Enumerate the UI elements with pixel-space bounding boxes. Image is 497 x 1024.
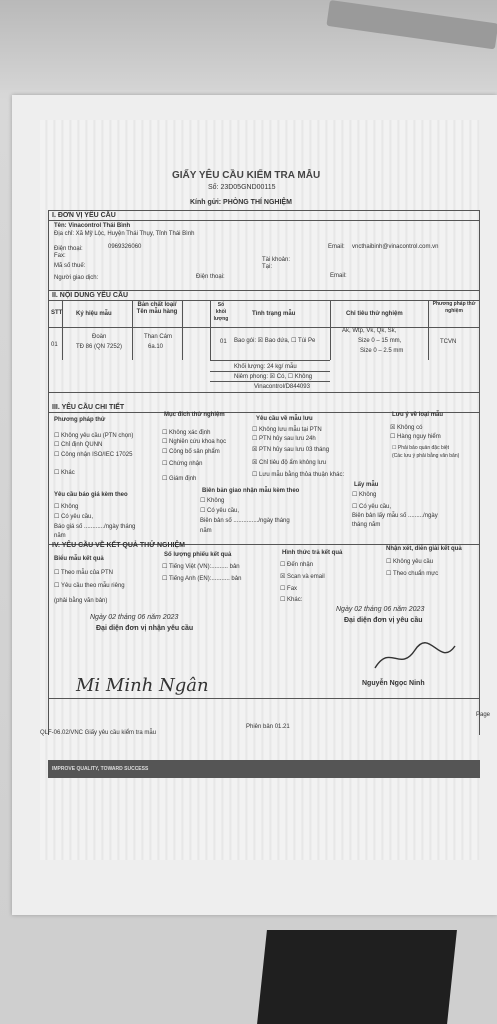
sampling-opt-1[interactable]: ☐ Không bbox=[352, 492, 377, 498]
receipt-opt-1[interactable]: ☐ Không bbox=[200, 498, 225, 504]
left-signature: Mi Minh Ngân bbox=[76, 675, 209, 696]
form-title: Biểu mẫu kết quả bbox=[54, 556, 104, 562]
left-date: Ngày 02 tháng 06 năm 2023 bbox=[90, 614, 179, 621]
storage-opt-2[interactable]: ☐ PTN hủy sau lưu 24h bbox=[252, 436, 316, 442]
phone-label: Điện thoại: bbox=[54, 246, 83, 252]
purpose-opt-4[interactable]: ☐ Chứng nhận bbox=[162, 461, 203, 467]
report-year: năm bbox=[54, 533, 66, 539]
form-opt-2[interactable]: ☐ Yêu cầu theo mẫu riêng bbox=[54, 583, 125, 589]
delivery-opt-2[interactable]: ☒ Scan và email bbox=[280, 574, 325, 580]
method-opt-3[interactable]: ☐ Công nhận ISO/IEC 17025 bbox=[54, 452, 133, 458]
doc-addressee: Kính gửi: PHÒNG THÍ NGHIỆM bbox=[190, 199, 292, 206]
row-tests-3: Size 0 – 2.5 mm bbox=[360, 348, 404, 354]
doc-title: GIẤY YÊU CẦU KIỂM TRA MẪU bbox=[172, 170, 321, 181]
right-signature bbox=[370, 638, 460, 678]
footer-slogan: IMPROVE QUALITY, TOWARD SUCCESS bbox=[52, 766, 149, 772]
email-label: Email: bbox=[328, 244, 345, 250]
note-opt-3[interactable]: ☐ Phải bảo quản đặc biệt bbox=[392, 445, 450, 451]
form-opt-1[interactable]: ☐ Theo mẫu của PTN bbox=[54, 570, 113, 576]
sampling-opt-2[interactable]: ☐ Có yêu cầu, bbox=[352, 504, 392, 510]
account-label: Tài khoản: bbox=[262, 257, 291, 263]
row-tests-2: Size 0 – 15 mm, bbox=[358, 338, 402, 344]
frame-left bbox=[48, 210, 49, 735]
count-title: Số lượng phiếu kết quả bbox=[164, 552, 232, 558]
frame-bottom bbox=[48, 698, 480, 699]
table-header-bottom bbox=[48, 327, 480, 328]
receipt-opt-2[interactable]: ☐ Có yêu cầu, bbox=[200, 508, 240, 514]
request-form bbox=[40, 120, 491, 860]
email-value: vncthaibinh@vinacontrol.com.vn bbox=[352, 244, 439, 250]
col-line bbox=[132, 300, 133, 360]
col-header-tests: Chỉ tiêu thử nghiệm bbox=[346, 311, 403, 317]
method-opt-4[interactable]: ☐ Khác bbox=[54, 470, 75, 476]
count-opt-2[interactable]: ☐ Tiếng Anh (EN):........... bản bbox=[162, 576, 242, 582]
frame-right bbox=[479, 210, 480, 735]
table-bottom bbox=[48, 392, 480, 393]
report-title: Yêu cầu báo giá kèm theo bbox=[54, 492, 128, 498]
section-2-heading: II. NỘI DUNG YÊU CẦU bbox=[52, 292, 129, 299]
delivery-opt-3[interactable]: ☐ Fax bbox=[280, 586, 298, 592]
row-type-2: 6a.10 bbox=[148, 344, 164, 350]
form-opt-3: (phải bằng văn bản) bbox=[54, 598, 108, 604]
report-opt-2[interactable]: ☐ Có yêu cầu, bbox=[54, 514, 94, 520]
table-top bbox=[48, 300, 480, 301]
storage-title: Yêu cầu về mẫu lưu bbox=[256, 416, 313, 422]
divider bbox=[210, 381, 330, 382]
col-header-qty: Số khối lượng bbox=[213, 302, 229, 322]
company-name: Tên: Vinacontrol Thái Bình bbox=[54, 223, 131, 229]
section-3-heading: III. YÊU CẦU CHI TIẾT bbox=[52, 404, 125, 411]
note-title: Lưu ý về loại mẫu bbox=[392, 412, 444, 418]
row-sample-2: TĐ 86 (QN 7252) bbox=[76, 344, 123, 350]
count-opt-1[interactable]: ☐ Tiếng Việt (VN):.......... bản bbox=[162, 564, 240, 570]
report-opt-1[interactable]: ☐ Không bbox=[54, 504, 79, 510]
contact-label: Người giao dịch: bbox=[54, 275, 99, 281]
row-type-1: Than Cám bbox=[144, 334, 173, 340]
col-line bbox=[330, 300, 331, 360]
col-line bbox=[182, 300, 183, 360]
frame-top bbox=[48, 210, 480, 211]
divider bbox=[48, 220, 480, 221]
tax-label: Mã số thuế: bbox=[54, 263, 86, 269]
col-header-stt: STT bbox=[51, 310, 63, 316]
col-line bbox=[210, 300, 211, 360]
sample-weight: Khối lượng: 24 kg/ mẫu bbox=[234, 364, 297, 370]
report-ref: Báo giá số ............/ngày tháng bbox=[54, 524, 136, 530]
footer-page: Page bbox=[476, 712, 491, 718]
method-opt-1[interactable]: ☐ Không yêu cầu (PTN chọn) bbox=[54, 433, 134, 439]
purpose-title: Mục đích thử nghiệm bbox=[164, 412, 225, 418]
footer-band bbox=[48, 760, 480, 778]
seal-code: Vinacontrol/D844093 bbox=[254, 384, 310, 390]
delivery-opt-1[interactable]: ☐ Đến nhận bbox=[280, 562, 314, 568]
note-opt-2[interactable]: ☐ Hàng nguy hiểm bbox=[390, 434, 441, 440]
doc-number: Số: 23D05GND00115 bbox=[208, 184, 276, 191]
right-date: Ngày 02 tháng 06 năm 2023 bbox=[336, 606, 425, 613]
sampling-title: Lấy mẫu bbox=[354, 482, 379, 488]
left-role: Đại diện đơn vị nhận yêu cầu bbox=[96, 625, 194, 632]
footer-version: Phiên bản 01.21 bbox=[246, 724, 290, 730]
storage-opt-5[interactable]: ☐ Lưu mẫu bằng thỏa thuận khác: bbox=[252, 472, 345, 478]
delivery-opt-4[interactable]: ☐ Khác: bbox=[280, 597, 303, 603]
note-opt-4: (Các lưu ý phải bằng văn bản) bbox=[392, 453, 460, 459]
section-1-heading: I. ĐƠN VỊ YÊU CẦU bbox=[52, 212, 116, 219]
col-header-sample: Ký hiệu mẫu bbox=[76, 311, 112, 317]
comment-title: Nhận xét, diễn giải kết quả bbox=[386, 546, 462, 552]
phone-value: 0969326060 bbox=[108, 244, 142, 250]
receipt-year: năm bbox=[200, 528, 212, 534]
col-header-method: Phương pháp thử nghiệm bbox=[432, 301, 476, 314]
footer-code: QLF-06.02/VNC Giấy yêu cầu kiểm tra mẫu bbox=[40, 730, 157, 736]
col-header-state: Tình trạng mẫu bbox=[252, 311, 296, 317]
storage-opt-3[interactable]: ☒ PTN hủy sau lưu 03 tháng bbox=[252, 447, 330, 453]
col-line bbox=[62, 300, 63, 360]
row-stt: 01 bbox=[51, 342, 58, 348]
sampling-month: tháng năm bbox=[352, 522, 381, 528]
row-tests-1: Ak, Wtp, Vk, Qk, Sk, bbox=[342, 328, 397, 334]
row-qty: 01 bbox=[220, 339, 227, 345]
purpose-opt-5[interactable]: ☐ Giám định bbox=[162, 476, 197, 482]
row-sample-1: Đoàn bbox=[92, 334, 107, 340]
comment-opt-1[interactable]: ☐ Không yêu cầu bbox=[386, 559, 434, 565]
right-name: Nguyễn Ngọc Ninh bbox=[362, 680, 425, 687]
receipt-ref: Biên bản số .............../ngày tháng bbox=[200, 518, 290, 524]
right-role: Đại diện đơn vị yêu cầu bbox=[344, 617, 423, 624]
contact-phone-label: Điện thoại: bbox=[196, 274, 225, 280]
section-4-heading: IV. YÊU CẦU VỀ KẾT QUẢ THỬ NGHIỆM bbox=[52, 542, 185, 549]
row-state: Bao gói: ☒ Bao dứa, ☐ Túi Pe bbox=[234, 338, 316, 344]
dark-object bbox=[257, 930, 457, 1024]
divider bbox=[210, 360, 330, 361]
comment-opt-2[interactable]: ☐ Theo chuẩn mực bbox=[386, 571, 439, 577]
purpose-opt-3[interactable]: ☐ Công bố sản phẩm bbox=[162, 449, 220, 455]
sampling-ref: Biên bản lấy mẫu số ........./ngày bbox=[352, 513, 438, 519]
company-address: Địa chỉ: Xã Mỹ Lộc, Huyện Thái Thụy, Tỉnh Thái Bình bbox=[54, 231, 195, 237]
fax-label: Fax: bbox=[54, 253, 66, 259]
col-header-type: Bản chất loại/ Tên mẫu hàng bbox=[136, 302, 178, 315]
col-line bbox=[428, 300, 429, 360]
delivery-title: Hình thức trả kết quả bbox=[282, 550, 343, 556]
storage-opt-1[interactable]: ☐ Không lưu mẫu tại PTN bbox=[252, 427, 322, 433]
receipt-title: Biên bản giao nhận mẫu kèm theo bbox=[202, 488, 300, 494]
purpose-opt-1[interactable]: ☐ Không xác định bbox=[162, 430, 211, 436]
at-label: Tại: bbox=[262, 264, 273, 270]
storage-opt-4[interactable]: ☒ Chỉ tiêu độ ẩm không lưu bbox=[252, 460, 327, 466]
purpose-opt-2[interactable]: ☐ Nghiên cứu khoa học bbox=[162, 439, 227, 445]
row-method: TCVN bbox=[440, 339, 457, 345]
contact-email-label: Email: bbox=[330, 273, 347, 279]
method-opt-2[interactable]: ☐ Chỉ định QUNN bbox=[54, 442, 103, 448]
divider bbox=[210, 371, 330, 372]
method-title: Phương pháp thử bbox=[54, 417, 106, 423]
divider bbox=[48, 290, 480, 291]
seal-status: Niêm phong: ☒ Có, ☐ Không bbox=[234, 374, 313, 380]
note-opt-1[interactable]: ☒ Không có bbox=[390, 425, 423, 431]
